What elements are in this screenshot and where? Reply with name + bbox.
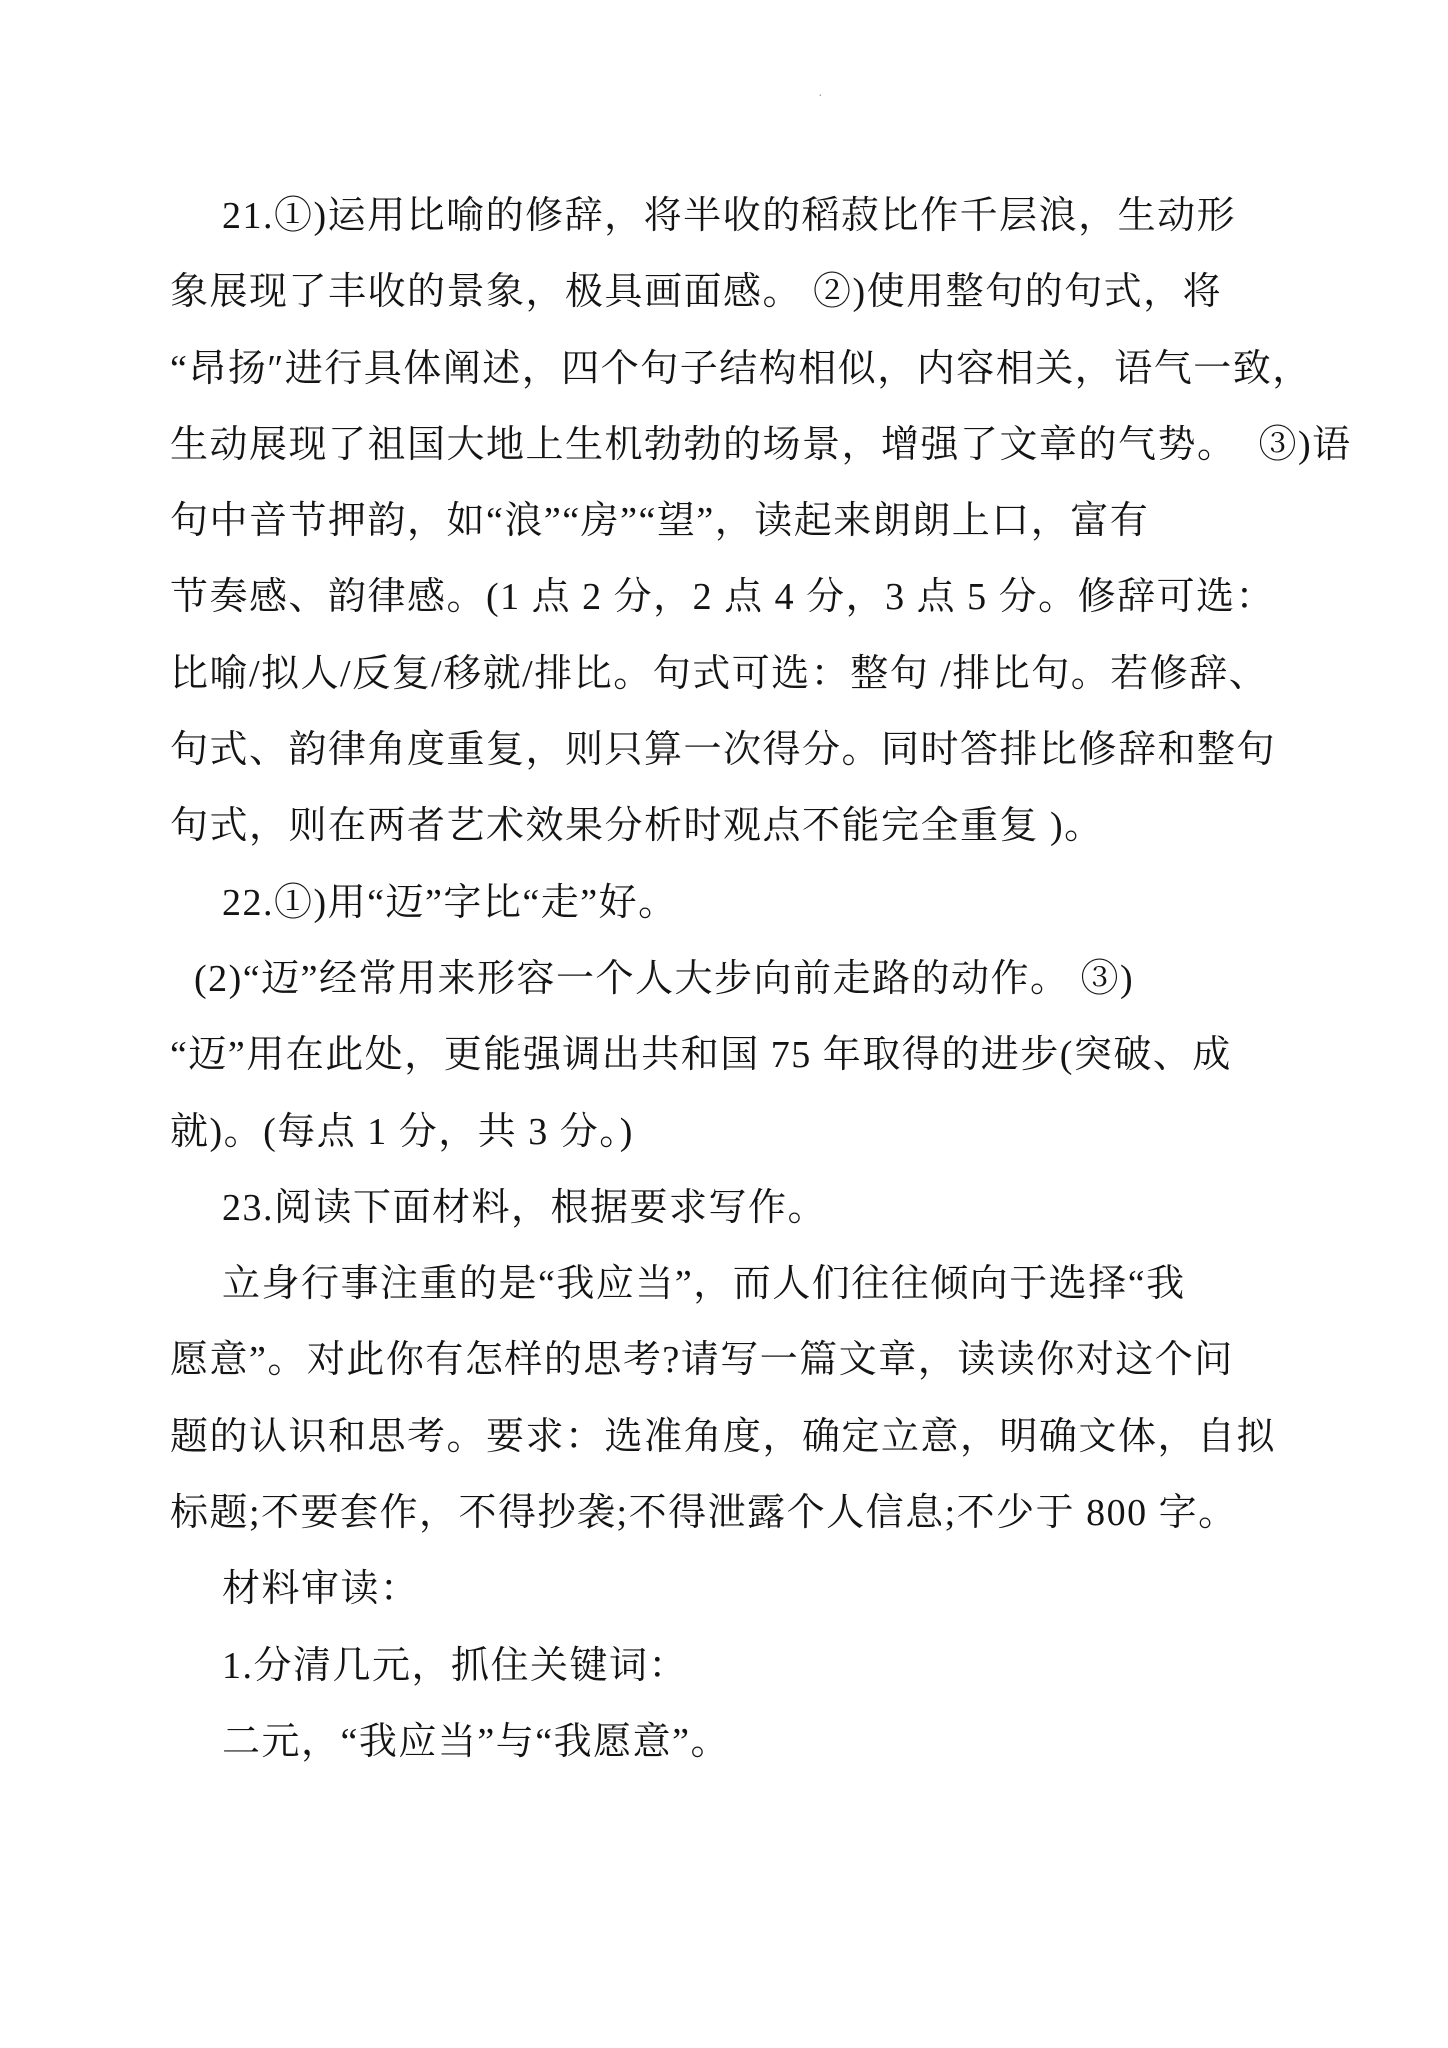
text-line: 22.①)用“迈”字比“走”好。 <box>222 881 678 924</box>
text-line: 立身行事注重的是“我应当”，而人们往往倾向于选择“我 <box>222 1263 1186 1306</box>
text-line: 23.阅读下面材料，根据要求写作。 <box>222 1186 828 1229</box>
text-line: 1.分清几元，抓住关键词： <box>222 1644 689 1687</box>
text-line: 二元，“我应当”与“我愿意”。 <box>222 1720 730 1763</box>
text-line: 象展现了丰收的景象，极具画面感。 ②)使用整句的句式，将 <box>170 271 1223 314</box>
text-line: 句式、韵律角度重复，则只算一次得分。同时答排比修辞和整句 <box>170 729 1277 772</box>
document-body <box>170 178 1352 1780</box>
text-line: 就)。(每点 1 分，共 3 分。) <box>170 1110 634 1153</box>
text-line: 材料审读： <box>222 1568 420 1611</box>
text-line: (2)“迈”经常用来形容一个人大步向前走路的动作。 ③) <box>194 957 1135 1000</box>
text-line: 句式，则在两者艺术效果分析时观点不能完全重复 )。 <box>170 805 1104 848</box>
text-line: 比喻/拟人/反复/移就/排比。句式可选：整句 /排比句。若修辞、 <box>170 652 1269 695</box>
text-line: 句中音节押韵，如“浪”“房”“望”，读起来朗朗上口，富有 <box>170 500 1150 543</box>
text-line: 节奏感、韵律感。(1 点 2 分，2 点 4 分，3 点 5 分。修辞可选： <box>170 576 1276 619</box>
text-line: 生动展现了祖国大地上生机勃勃的场景，增强了文章的气势。 ③)语 <box>170 423 1352 466</box>
text-line: “迈”用在此处，更能强调出共和国 75 年取得的进步(突破、成 <box>170 1034 1232 1077</box>
text-line: 21.①)运用比喻的修辞，将半收的稻菽比作千层浪，生动形 <box>222 195 1237 237</box>
text-line: 愿意”。对此你有怎样的思考?请写一篇文章，读读你对这个问 <box>170 1339 1234 1382</box>
text-line: “昂扬″进行具体阐述，四个句子结构相似，内容相关，语气一致， <box>170 347 1312 390</box>
text-line: 标题;不要套作，不得抄袭;不得泄露个人信息;不少于 800 字。 <box>170 1492 1238 1535</box>
text-line: 题的认识和思考。要求：选准角度，确定立意，明确文体，自拟 <box>170 1415 1277 1458</box>
stray-dot-artifact: · <box>818 89 823 104</box>
